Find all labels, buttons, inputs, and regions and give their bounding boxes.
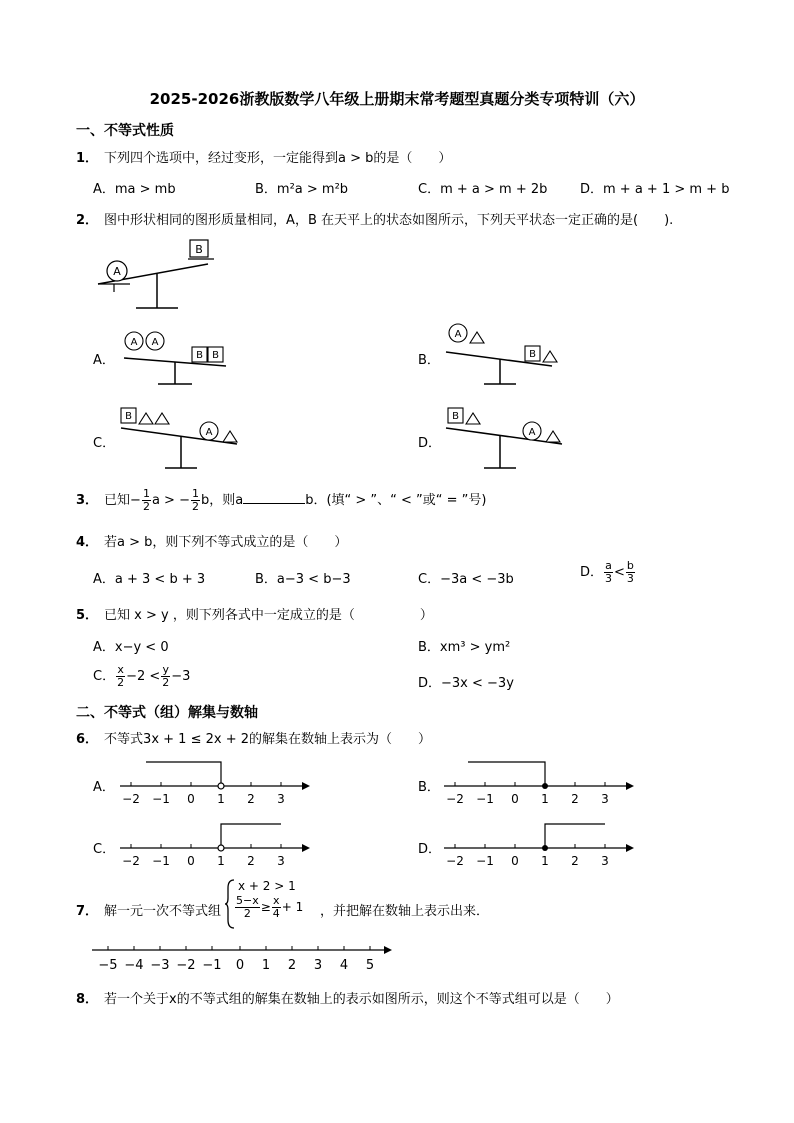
weight-a-label: A [151,337,159,348]
q2-option-b-label[interactable]: B． [418,353,440,368]
q5-option-c[interactable] [93,664,190,689]
open-dot-icon [218,783,224,789]
weight-a-label: A [528,427,536,438]
tick-label: −2 [176,958,196,973]
question-number: 7． [76,904,99,919]
triangle-weight-icon [155,413,169,424]
weight-b-label: B [529,349,536,360]
tick-label: −5 [98,958,118,973]
fraction: $\frac{5-x}{2}$ [236,894,259,920]
question-7 [76,900,221,919]
tick-label: 0 [187,792,195,806]
tick-label: −4 [124,958,144,973]
question-number: 1． [76,151,99,166]
balance-option-c[interactable] [115,400,245,474]
question-stem: 不等式3x + 1 ≤ 2x + 2的解集在数轴上表示为（ ） [104,732,431,747]
q1-option-b[interactable]: B．m²a > m²b [255,182,349,197]
number-line-option-c[interactable] [116,818,312,870]
q4-option-a[interactable]: A．a + 3 < b + 3 [93,572,206,587]
tick-label: 0 [187,854,195,868]
tick-label: 2 [247,854,255,868]
fraction: $\frac{y}{2}$ [162,663,170,689]
balance-option-a[interactable] [118,322,238,390]
tick-label: −1 [152,854,170,868]
page-title: 2025-2026浙教版数学八年级上册期末常考题型真题分类专项特训（六） [149,90,645,108]
q6-option-a-label[interactable]: A． [93,780,115,795]
question-stem: 下列四个选项中，经过变形，一定能得到a > b的是（ ） [104,151,452,166]
q4-option-d[interactable] [580,560,636,585]
weight-b-label: B [212,350,219,361]
question-number: 2． [76,213,99,228]
number-line-option-d[interactable] [440,818,636,870]
section-heading-2: 二、不等式（组）解集与数轴 [76,705,258,721]
question-2 [76,209,673,228]
q6-option-c-label[interactable]: C． [93,842,116,857]
tick-label: 3 [601,792,609,806]
q4-option-c[interactable]: C．−3a < −3b [418,572,514,587]
system-line-1: x + 2 > 1 [238,879,296,893]
triangle-weight-icon [470,332,484,343]
tick-label: 1 [541,854,549,868]
q5-option-a[interactable]: A．x−y < 0 [93,640,169,655]
relation-symbol: < [614,565,625,580]
number-line-option-a[interactable] [116,756,312,808]
fraction: $\frac{a}{3}$ [605,559,613,585]
tick-label: 1 [541,792,549,806]
number-line-q7 [88,936,398,976]
tick-label: −2 [122,792,140,806]
triangle-weight-icon [466,413,480,424]
question-8 [76,988,619,1007]
answer-blank[interactable] [243,491,305,504]
weight-b-label: B [195,243,203,256]
option-label: D． [580,565,604,580]
tick-label: 1 [261,958,271,973]
relation-symbol: ≥ [260,900,271,914]
tick-label: −2 [122,854,140,868]
q3-text-post: b，则a [200,493,244,508]
tick-label: −1 [476,792,494,806]
tick-label: 3 [313,958,323,973]
tick-label: −1 [202,958,222,973]
tick-label: 0 [511,792,519,806]
weight-a-label: A [113,265,121,278]
q3-text-mid: a > − [151,493,190,508]
q1-option-d[interactable]: D．m + a + 1 > m + b [580,182,730,197]
tick-label: 3 [277,854,285,868]
question-1 [76,147,451,166]
q6-option-b-label[interactable]: B． [418,780,440,795]
tick-label: 5 [365,958,375,973]
tick-label: −1 [152,792,170,806]
tick-label: 3 [277,792,285,806]
fraction: $\frac{x}{2}$ [117,663,125,689]
weight-b-label: B [452,411,459,422]
question-5 [76,604,433,623]
system-line-2 [234,895,303,920]
fraction: $\frac{x}{4}$ [272,894,280,920]
tick-label: 2 [571,792,579,806]
q6-option-d-label[interactable]: D． [418,842,442,857]
weight-a-label: A [205,427,213,438]
closed-dot-icon [542,845,548,851]
q5-option-d[interactable]: D．−3x < −3y [418,676,514,691]
q1-option-c[interactable]: C．m + a > m + 2b [418,182,548,197]
q3-text-pre: 已知− [104,493,141,508]
question-number: 4． [76,535,99,550]
tick-label: 0 [511,854,519,868]
fraction: $\frac{1}{2}$ [142,487,150,513]
tick-label: −2 [446,854,464,868]
q7-text-post: ，并把解在数轴上表示出来． [320,904,490,919]
question-stem: 图中形状相同的图形质量相同，A，B 在天平上的状态如图所示，下列天平状态一定正确的是( ). [104,213,674,228]
tick-label: 2 [287,958,297,973]
question-3 [76,488,486,513]
q2-option-c-label[interactable]: C． [93,436,116,451]
question-number: 3． [76,493,99,508]
option-text: −2 < [126,669,161,684]
tick-label: 0 [235,958,245,973]
weight-b-label: B [125,411,132,422]
option-label: C． [93,669,116,684]
q7-text-pre: 解一元一次不等式组 [104,904,222,919]
triangle-weight-icon [223,431,237,442]
tick-label: 1 [217,854,225,868]
question-number: 5． [76,608,99,623]
q2-option-d-label[interactable]: D． [418,436,442,451]
tick-label: −2 [446,792,464,806]
balance-figure-main [90,232,230,312]
tick-label: 2 [247,792,255,806]
section-heading-1: 一、不等式性质 [76,123,174,139]
tick-label: 1 [217,792,225,806]
tick-label: 3 [601,854,609,868]
question-6 [76,728,431,747]
triangle-weight-icon [543,351,557,362]
balance-option-b[interactable] [440,318,570,390]
tick-label: 4 [339,958,349,973]
triangle-weight-icon [546,431,560,442]
number-line-option-b[interactable] [440,756,636,808]
question-number: 6． [76,732,99,747]
expression-tail: + 1 [281,900,304,914]
q5-option-b[interactable]: B．xm³ > ym² [418,640,511,655]
weight-a-label: A [130,337,138,348]
tick-label: −3 [150,958,170,973]
open-dot-icon [218,845,224,851]
q3-text-tail: b．(填“ > ”、“ < ”或“ = ”号) [305,493,487,508]
fraction: $\frac{b}{3}$ [626,559,634,585]
question-stem: 已知 x > y ，则下列各式中一定成立的是（ ） [104,608,433,623]
closed-dot-icon [542,783,548,789]
question-stem: 若一个关于x的不等式组的解集在数轴上的表示如图所示，则这个不等式组可以是（ ） [104,992,619,1007]
triangle-weight-icon [139,413,153,424]
question-number: 8． [76,992,99,1007]
q4-option-b[interactable]: B．a−3 < b−3 [255,572,351,587]
q2-option-a-label[interactable]: A． [93,353,115,368]
q1-option-a[interactable]: A．ma > mb [93,182,176,197]
weight-a-label: A [454,329,462,340]
question-4 [76,531,347,550]
option-text: −3 [171,669,191,684]
question-stem: 若a > b，则下列不等式成立的是（ ） [104,535,348,550]
tick-label: 2 [571,854,579,868]
weight-b-label: B [196,350,203,361]
balance-option-d[interactable] [440,400,570,474]
tick-label: −1 [476,854,494,868]
fraction: $\frac{1}{2}$ [191,487,199,513]
